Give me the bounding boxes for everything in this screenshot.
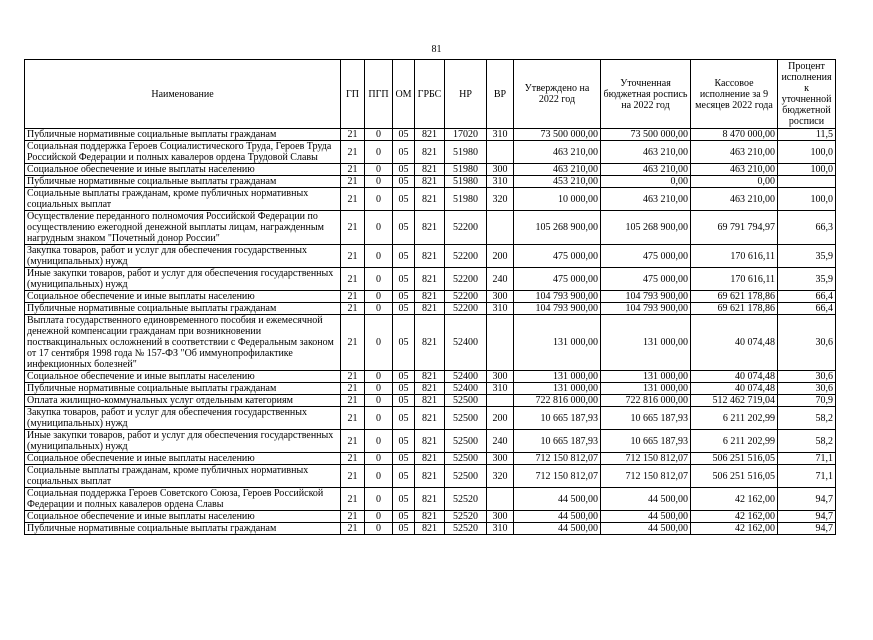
cell-nr: 52520	[445, 511, 487, 523]
cell-approved: 104 793 900,00	[514, 303, 601, 315]
table-row	[25, 176, 836, 188]
cell-refined: 131 000,00	[601, 315, 691, 371]
cell-percent: 94,7	[778, 488, 836, 511]
cell-percent: 66,4	[778, 291, 836, 303]
cell-vr: 310	[487, 303, 514, 315]
cell-approved: 44 500,00	[514, 488, 601, 511]
cell-gp: 21	[341, 176, 365, 188]
cell-approved: 10 665 187,93	[514, 407, 601, 430]
cell-approved: 722 816 000,00	[514, 395, 601, 407]
cell-name: Публичные нормативные социальные выплаты гражданам	[25, 383, 341, 395]
cell-pgp: 0	[365, 383, 393, 395]
cell-om: 05	[393, 488, 415, 511]
cell-grbs: 821	[415, 407, 445, 430]
cell-name: Социальная поддержка Героев Социалистического Труда, Героев Труда Российской Федерации и полных кавалеров ордена Трудовой Славы	[25, 141, 341, 164]
table-row	[25, 245, 836, 268]
cell-refined: 712 150 812,07	[601, 453, 691, 465]
cell-pgp: 0	[365, 291, 393, 303]
cell-percent: 70,9	[778, 395, 836, 407]
cell-name: Закупка товаров, работ и услуг для обеспечения государственных (муниципальных) нужд	[25, 407, 341, 430]
cell-pgp: 0	[365, 430, 393, 453]
table-row	[25, 141, 836, 164]
cell-gp: 21	[341, 303, 365, 315]
table-header-row	[25, 60, 836, 129]
cell-cash: 506 251 516,05	[691, 465, 778, 488]
cell-grbs: 821	[415, 371, 445, 383]
cell-refined: 463 210,00	[601, 164, 691, 176]
cell-grbs: 821	[415, 141, 445, 164]
table-row	[25, 523, 836, 535]
cell-vr: 200	[487, 407, 514, 430]
cell-pgp: 0	[365, 164, 393, 176]
cell-cash: 506 251 516,05	[691, 453, 778, 465]
cell-approved: 131 000,00	[514, 371, 601, 383]
cell-name: Выплата государственного единовременного пособия и ежемесячной денежной компенсации гражданам при возникновении поствакцинальных осложнений в соответствии с Федеральным законом от 17 сентября 1998 года № 157-ФЗ "Об иммунопрофилактике инфекционных болезней"	[25, 315, 341, 371]
cell-grbs: 821	[415, 430, 445, 453]
cell-refined: 0,00	[601, 176, 691, 188]
cell-gp: 21	[341, 488, 365, 511]
cell-vr: 320	[487, 465, 514, 488]
cell-nr: 52500	[445, 465, 487, 488]
cell-grbs: 821	[415, 303, 445, 315]
cell-refined: 44 500,00	[601, 523, 691, 535]
cell-approved: 475 000,00	[514, 245, 601, 268]
header-vr: ВР	[487, 60, 514, 129]
cell-name: Иные закупки товаров, работ и услуг для обеспечения государственных (муниципальных) нужд	[25, 430, 341, 453]
cell-cash: 170 616,11	[691, 268, 778, 291]
cell-pgp: 0	[365, 211, 393, 245]
cell-vr: 300	[487, 371, 514, 383]
cell-om: 05	[393, 268, 415, 291]
cell-refined: 44 500,00	[601, 488, 691, 511]
cell-name: Публичные нормативные социальные выплаты гражданам	[25, 129, 341, 141]
cell-gp: 21	[341, 395, 365, 407]
cell-refined: 475 000,00	[601, 245, 691, 268]
cell-vr	[487, 141, 514, 164]
cell-vr	[487, 395, 514, 407]
budget-table	[24, 59, 836, 535]
cell-cash: 463 210,00	[691, 141, 778, 164]
cell-refined: 712 150 812,07	[601, 465, 691, 488]
cell-cash: 42 162,00	[691, 523, 778, 535]
cell-vr: 300	[487, 291, 514, 303]
cell-cash: 40 074,48	[691, 383, 778, 395]
cell-gp: 21	[341, 268, 365, 291]
cell-refined: 722 816 000,00	[601, 395, 691, 407]
cell-om: 05	[393, 395, 415, 407]
cell-name: Публичные нормативные социальные выплаты гражданам	[25, 523, 341, 535]
header-nr: НР	[445, 60, 487, 129]
cell-gp: 21	[341, 383, 365, 395]
cell-pgp: 0	[365, 141, 393, 164]
cell-cash: 170 616,11	[691, 245, 778, 268]
cell-nr: 52200	[445, 291, 487, 303]
cell-grbs: 821	[415, 315, 445, 371]
cell-vr: 300	[487, 511, 514, 523]
cell-vr	[487, 488, 514, 511]
cell-om: 05	[393, 430, 415, 453]
cell-nr: 51980	[445, 164, 487, 176]
cell-grbs: 821	[415, 188, 445, 211]
cell-refined: 10 665 187,93	[601, 430, 691, 453]
cell-grbs: 821	[415, 511, 445, 523]
cell-gp: 21	[341, 465, 365, 488]
cell-percent: 71,1	[778, 465, 836, 488]
header-name: Наименование	[25, 60, 341, 129]
cell-om: 05	[393, 523, 415, 535]
cell-gp: 21	[341, 511, 365, 523]
cell-approved: 44 500,00	[514, 511, 601, 523]
cell-gp: 21	[341, 407, 365, 430]
cell-approved: 463 210,00	[514, 141, 601, 164]
cell-om: 05	[393, 164, 415, 176]
cell-gp: 21	[341, 188, 365, 211]
cell-nr: 52200	[445, 303, 487, 315]
cell-name: Осуществление переданного полномочия Российской Федерации по осуществлению ежегодной денежной выплаты лицам, награжденным нагрудным знаком "Почетный донор России"	[25, 211, 341, 245]
header-gp: ГП	[341, 60, 365, 129]
cell-cash: 463 210,00	[691, 164, 778, 176]
cell-name: Социальное обеспечение и иные выплаты населению	[25, 453, 341, 465]
cell-refined: 10 665 187,93	[601, 407, 691, 430]
cell-nr: 52520	[445, 523, 487, 535]
cell-name: Публичные нормативные социальные выплаты гражданам	[25, 303, 341, 315]
cell-vr: 200	[487, 245, 514, 268]
cell-approved: 10 665 187,93	[514, 430, 601, 453]
cell-refined: 105 268 900,00	[601, 211, 691, 245]
cell-name: Социальное обеспечение и иные выплаты населению	[25, 291, 341, 303]
cell-nr: 52500	[445, 395, 487, 407]
header-refined: Уточненная бюджетная роспись на 2022 год	[601, 60, 691, 129]
cell-grbs: 821	[415, 211, 445, 245]
table-row	[25, 407, 836, 430]
table-row	[25, 395, 836, 407]
cell-cash: 6 211 202,99	[691, 430, 778, 453]
cell-percent: 11,5	[778, 129, 836, 141]
cell-pgp: 0	[365, 176, 393, 188]
cell-om: 05	[393, 245, 415, 268]
table-row	[25, 164, 836, 176]
cell-om: 05	[393, 211, 415, 245]
cell-om: 05	[393, 407, 415, 430]
cell-name: Оплата жилищно-коммунальных услуг отдельным категориям	[25, 395, 341, 407]
table-row	[25, 511, 836, 523]
cell-gp: 21	[341, 315, 365, 371]
cell-om: 05	[393, 511, 415, 523]
header-grbs: ГРБС	[415, 60, 445, 129]
cell-vr: 300	[487, 164, 514, 176]
cell-refined: 131 000,00	[601, 383, 691, 395]
cell-cash: 69 621 178,86	[691, 303, 778, 315]
header-percent: Процент исполнения к уточненной бюджетной росписи	[778, 60, 836, 129]
cell-om: 05	[393, 129, 415, 141]
cell-gp: 21	[341, 141, 365, 164]
cell-om: 05	[393, 315, 415, 371]
cell-percent: 58,2	[778, 407, 836, 430]
cell-approved: 712 150 812,07	[514, 453, 601, 465]
cell-percent: 94,7	[778, 523, 836, 535]
cell-nr: 52520	[445, 488, 487, 511]
cell-percent	[778, 176, 836, 188]
cell-pgp: 0	[365, 488, 393, 511]
cell-nr: 52400	[445, 371, 487, 383]
cell-name: Закупка товаров, работ и услуг для обеспечения государственных (муниципальных) нужд	[25, 245, 341, 268]
cell-approved: 131 000,00	[514, 383, 601, 395]
cell-percent: 30,6	[778, 383, 836, 395]
cell-percent: 71,1	[778, 453, 836, 465]
cell-percent: 58,2	[778, 430, 836, 453]
cell-name: Публичные нормативные социальные выплаты гражданам	[25, 176, 341, 188]
cell-pgp: 0	[365, 453, 393, 465]
cell-nr: 52500	[445, 453, 487, 465]
table-row	[25, 129, 836, 141]
cell-refined: 131 000,00	[601, 371, 691, 383]
cell-percent: 100,0	[778, 164, 836, 176]
cell-refined: 475 000,00	[601, 268, 691, 291]
cell-cash: 463 210,00	[691, 188, 778, 211]
cell-pgp: 0	[365, 465, 393, 488]
cell-name: Социальные выплаты гражданам, кроме публичных нормативных социальных выплат	[25, 188, 341, 211]
cell-percent: 100,0	[778, 141, 836, 164]
cell-name: Социальные выплаты гражданам, кроме публичных нормативных социальных выплат	[25, 465, 341, 488]
cell-gp: 21	[341, 523, 365, 535]
cell-nr: 52200	[445, 211, 487, 245]
cell-cash: 69 791 794,97	[691, 211, 778, 245]
cell-nr: 51980	[445, 188, 487, 211]
table-row	[25, 465, 836, 488]
cell-vr: 310	[487, 176, 514, 188]
cell-percent: 35,9	[778, 268, 836, 291]
cell-name: Социальная поддержка Героев Советского Союза, Героев Российской Федерации и полных кавалеров ордена Славы	[25, 488, 341, 511]
cell-vr: 310	[487, 523, 514, 535]
table-row	[25, 371, 836, 383]
cell-pgp: 0	[365, 268, 393, 291]
cell-percent: 30,6	[778, 315, 836, 371]
cell-approved: 463 210,00	[514, 164, 601, 176]
cell-grbs: 821	[415, 268, 445, 291]
cell-approved: 104 793 900,00	[514, 291, 601, 303]
cell-grbs: 821	[415, 291, 445, 303]
cell-om: 05	[393, 453, 415, 465]
table-row	[25, 430, 836, 453]
cell-om: 05	[393, 465, 415, 488]
cell-vr: 310	[487, 383, 514, 395]
cell-refined: 463 210,00	[601, 188, 691, 211]
cell-grbs: 821	[415, 176, 445, 188]
cell-percent: 66,3	[778, 211, 836, 245]
cell-gp: 21	[341, 430, 365, 453]
cell-cash: 8 470 000,00	[691, 129, 778, 141]
cell-pgp: 0	[365, 371, 393, 383]
cell-approved: 453 210,00	[514, 176, 601, 188]
cell-om: 05	[393, 291, 415, 303]
cell-nr: 52500	[445, 430, 487, 453]
cell-approved: 131 000,00	[514, 315, 601, 371]
table-row	[25, 188, 836, 211]
table-row	[25, 315, 836, 371]
cell-grbs: 821	[415, 523, 445, 535]
cell-percent: 100,0	[778, 188, 836, 211]
table-row	[25, 383, 836, 395]
cell-approved: 475 000,00	[514, 268, 601, 291]
cell-approved: 10 000,00	[514, 188, 601, 211]
cell-nr: 52500	[445, 407, 487, 430]
table-row	[25, 488, 836, 511]
cell-om: 05	[393, 383, 415, 395]
cell-pgp: 0	[365, 523, 393, 535]
cell-nr: 51980	[445, 176, 487, 188]
cell-pgp: 0	[365, 315, 393, 371]
cell-cash: 42 162,00	[691, 511, 778, 523]
cell-cash: 69 621 178,86	[691, 291, 778, 303]
cell-vr: 310	[487, 129, 514, 141]
cell-refined: 104 793 900,00	[601, 291, 691, 303]
cell-om: 05	[393, 141, 415, 164]
cell-percent: 30,6	[778, 371, 836, 383]
table-row	[25, 211, 836, 245]
cell-approved: 712 150 812,07	[514, 465, 601, 488]
cell-pgp: 0	[365, 303, 393, 315]
cell-name: Социальное обеспечение и иные выплаты населению	[25, 371, 341, 383]
cell-refined: 44 500,00	[601, 511, 691, 523]
cell-vr: 300	[487, 453, 514, 465]
cell-gp: 21	[341, 245, 365, 268]
cell-om: 05	[393, 371, 415, 383]
table-row	[25, 453, 836, 465]
cell-om: 05	[393, 176, 415, 188]
cell-grbs: 821	[415, 465, 445, 488]
cell-om: 05	[393, 188, 415, 211]
cell-percent: 35,9	[778, 245, 836, 268]
cell-cash: 40 074,48	[691, 371, 778, 383]
cell-cash: 0,00	[691, 176, 778, 188]
cell-cash: 40 074,48	[691, 315, 778, 371]
cell-nr: 52400	[445, 315, 487, 371]
cell-om: 05	[393, 303, 415, 315]
cell-cash: 512 462 719,04	[691, 395, 778, 407]
table-row	[25, 268, 836, 291]
table-row	[25, 291, 836, 303]
cell-grbs: 821	[415, 245, 445, 268]
cell-vr	[487, 211, 514, 245]
cell-nr: 17020	[445, 129, 487, 141]
page-number: 81	[431, 44, 442, 55]
cell-gp: 21	[341, 291, 365, 303]
cell-cash: 42 162,00	[691, 488, 778, 511]
cell-nr: 52200	[445, 268, 487, 291]
cell-vr: 320	[487, 188, 514, 211]
cell-grbs: 821	[415, 383, 445, 395]
cell-approved: 73 500 000,00	[514, 129, 601, 141]
table-body	[25, 129, 836, 535]
cell-name: Иные закупки товаров, работ и услуг для обеспечения государственных (муниципальных) нужд	[25, 268, 341, 291]
cell-gp: 21	[341, 211, 365, 245]
table-row	[25, 303, 836, 315]
cell-pgp: 0	[365, 129, 393, 141]
cell-gp: 21	[341, 129, 365, 141]
cell-gp: 21	[341, 371, 365, 383]
cell-vr	[487, 315, 514, 371]
header-om: ОМ	[393, 60, 415, 129]
cell-nr: 52400	[445, 383, 487, 395]
cell-name: Социальное обеспечение и иные выплаты населению	[25, 164, 341, 176]
cell-nr: 52200	[445, 245, 487, 268]
cell-refined: 463 210,00	[601, 141, 691, 164]
header-cash: Кассовое исполнение за 9 месяцев 2022 года	[691, 60, 778, 129]
header-pgp: ПГП	[365, 60, 393, 129]
cell-percent: 94,7	[778, 511, 836, 523]
header-approved: Утверждено на 2022 год	[514, 60, 601, 129]
cell-pgp: 0	[365, 245, 393, 268]
cell-percent: 66,4	[778, 303, 836, 315]
cell-refined: 73 500 000,00	[601, 129, 691, 141]
cell-cash: 6 211 202,99	[691, 407, 778, 430]
cell-gp: 21	[341, 453, 365, 465]
cell-grbs: 821	[415, 453, 445, 465]
cell-grbs: 821	[415, 129, 445, 141]
cell-pgp: 0	[365, 407, 393, 430]
cell-vr: 240	[487, 268, 514, 291]
cell-nr: 51980	[445, 141, 487, 164]
cell-pgp: 0	[365, 188, 393, 211]
cell-pgp: 0	[365, 511, 393, 523]
cell-pgp: 0	[365, 395, 393, 407]
cell-grbs: 821	[415, 395, 445, 407]
cell-refined: 104 793 900,00	[601, 303, 691, 315]
cell-approved: 105 268 900,00	[514, 211, 601, 245]
cell-grbs: 821	[415, 164, 445, 176]
cell-approved: 44 500,00	[514, 523, 601, 535]
cell-grbs: 821	[415, 488, 445, 511]
cell-vr: 240	[487, 430, 514, 453]
cell-gp: 21	[341, 164, 365, 176]
cell-name: Социальное обеспечение и иные выплаты населению	[25, 511, 341, 523]
